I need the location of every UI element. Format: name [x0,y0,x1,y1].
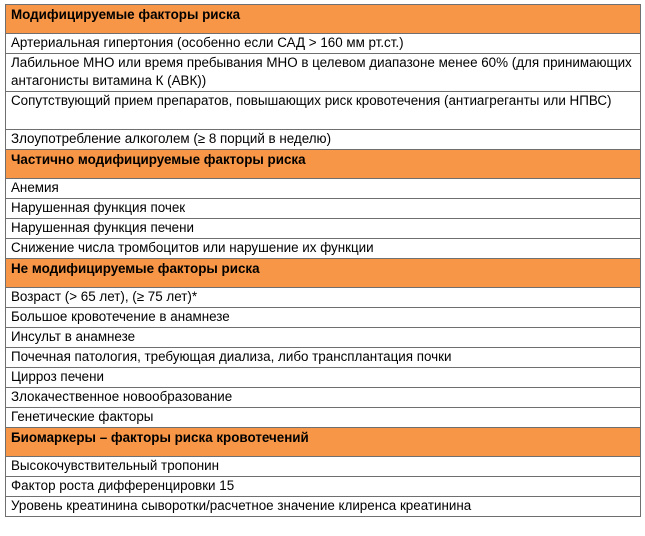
table-row [6,288,641,308]
table-row [6,368,641,388]
table-row [6,348,641,368]
risk-factor-cell: Возраст (> 65 лет), (≥ 75 лет)* [6,288,641,308]
section-header-row [6,150,641,179]
risk-factor-cell: Анемия [6,179,641,199]
table-row [6,477,641,497]
table-row [6,92,641,130]
risk-factor-cell: Почечная патология, требующая диализа, либо трансплантация почки [6,348,641,368]
table-row [6,219,641,239]
section-title: Не модифицируемые факторы риска [6,259,641,288]
table-row [6,130,641,150]
table-row [6,239,641,259]
risk-factor-cell: Злоупотребление алкоголем (≥ 8 порций в неделю) [6,130,641,150]
risk-factor-cell: Злокачественное новообразование [6,388,641,408]
risk-factors-table [5,4,641,517]
table-row [6,34,641,54]
section-header-row [6,428,641,457]
risk-factor-cell: Сопутствующий прием препаратов, повышающих риск кровотечения (антиагреганты или НПВС) [6,92,641,130]
section-title: Биомаркеры – факторы риска кровотечений [6,428,641,457]
table-row [6,54,641,92]
section-title: Модифицируемые факторы риска [6,5,641,34]
risk-factor-cell: Большое кровотечение в анамнезе [6,308,641,328]
table-row [6,328,641,348]
table-row [6,179,641,199]
table-row [6,457,641,477]
section-header-row [6,5,641,34]
table-row [6,308,641,328]
table-row [6,408,641,428]
risk-factor-cell: Снижение числа тромбоцитов или нарушение их функции [6,239,641,259]
risk-factor-cell: Уровень креатинина сыворотки/расчетное значение клиренса креатинина [6,497,641,517]
risk-factor-cell: Высокочувствительный тропонин [6,457,641,477]
risk-factor-cell: Нарушенная функция почек [6,199,641,219]
risk-factor-cell: Лабильное МНО или время пребывания МНО в целевом диапазоне менее 60% (для принимающих антагонисты витамина К (АВК)) [6,54,641,92]
section-title: Частично модифицируемые факторы риска [6,150,641,179]
risk-factor-cell: Артериальная гипертония (особенно если САД > 160 мм рт.ст.) [6,34,641,54]
risk-factor-cell: Фактор роста дифференцировки 15 [6,477,641,497]
risk-factor-cell: Инсульт в анамнезе [6,328,641,348]
table-row [6,497,641,517]
risk-factor-cell: Нарушенная функция печени [6,219,641,239]
table-row [6,199,641,219]
risk-factor-cell: Цирроз печени [6,368,641,388]
section-header-row [6,259,641,288]
risk-factor-cell: Генетические факторы [6,408,641,428]
table-row [6,388,641,408]
